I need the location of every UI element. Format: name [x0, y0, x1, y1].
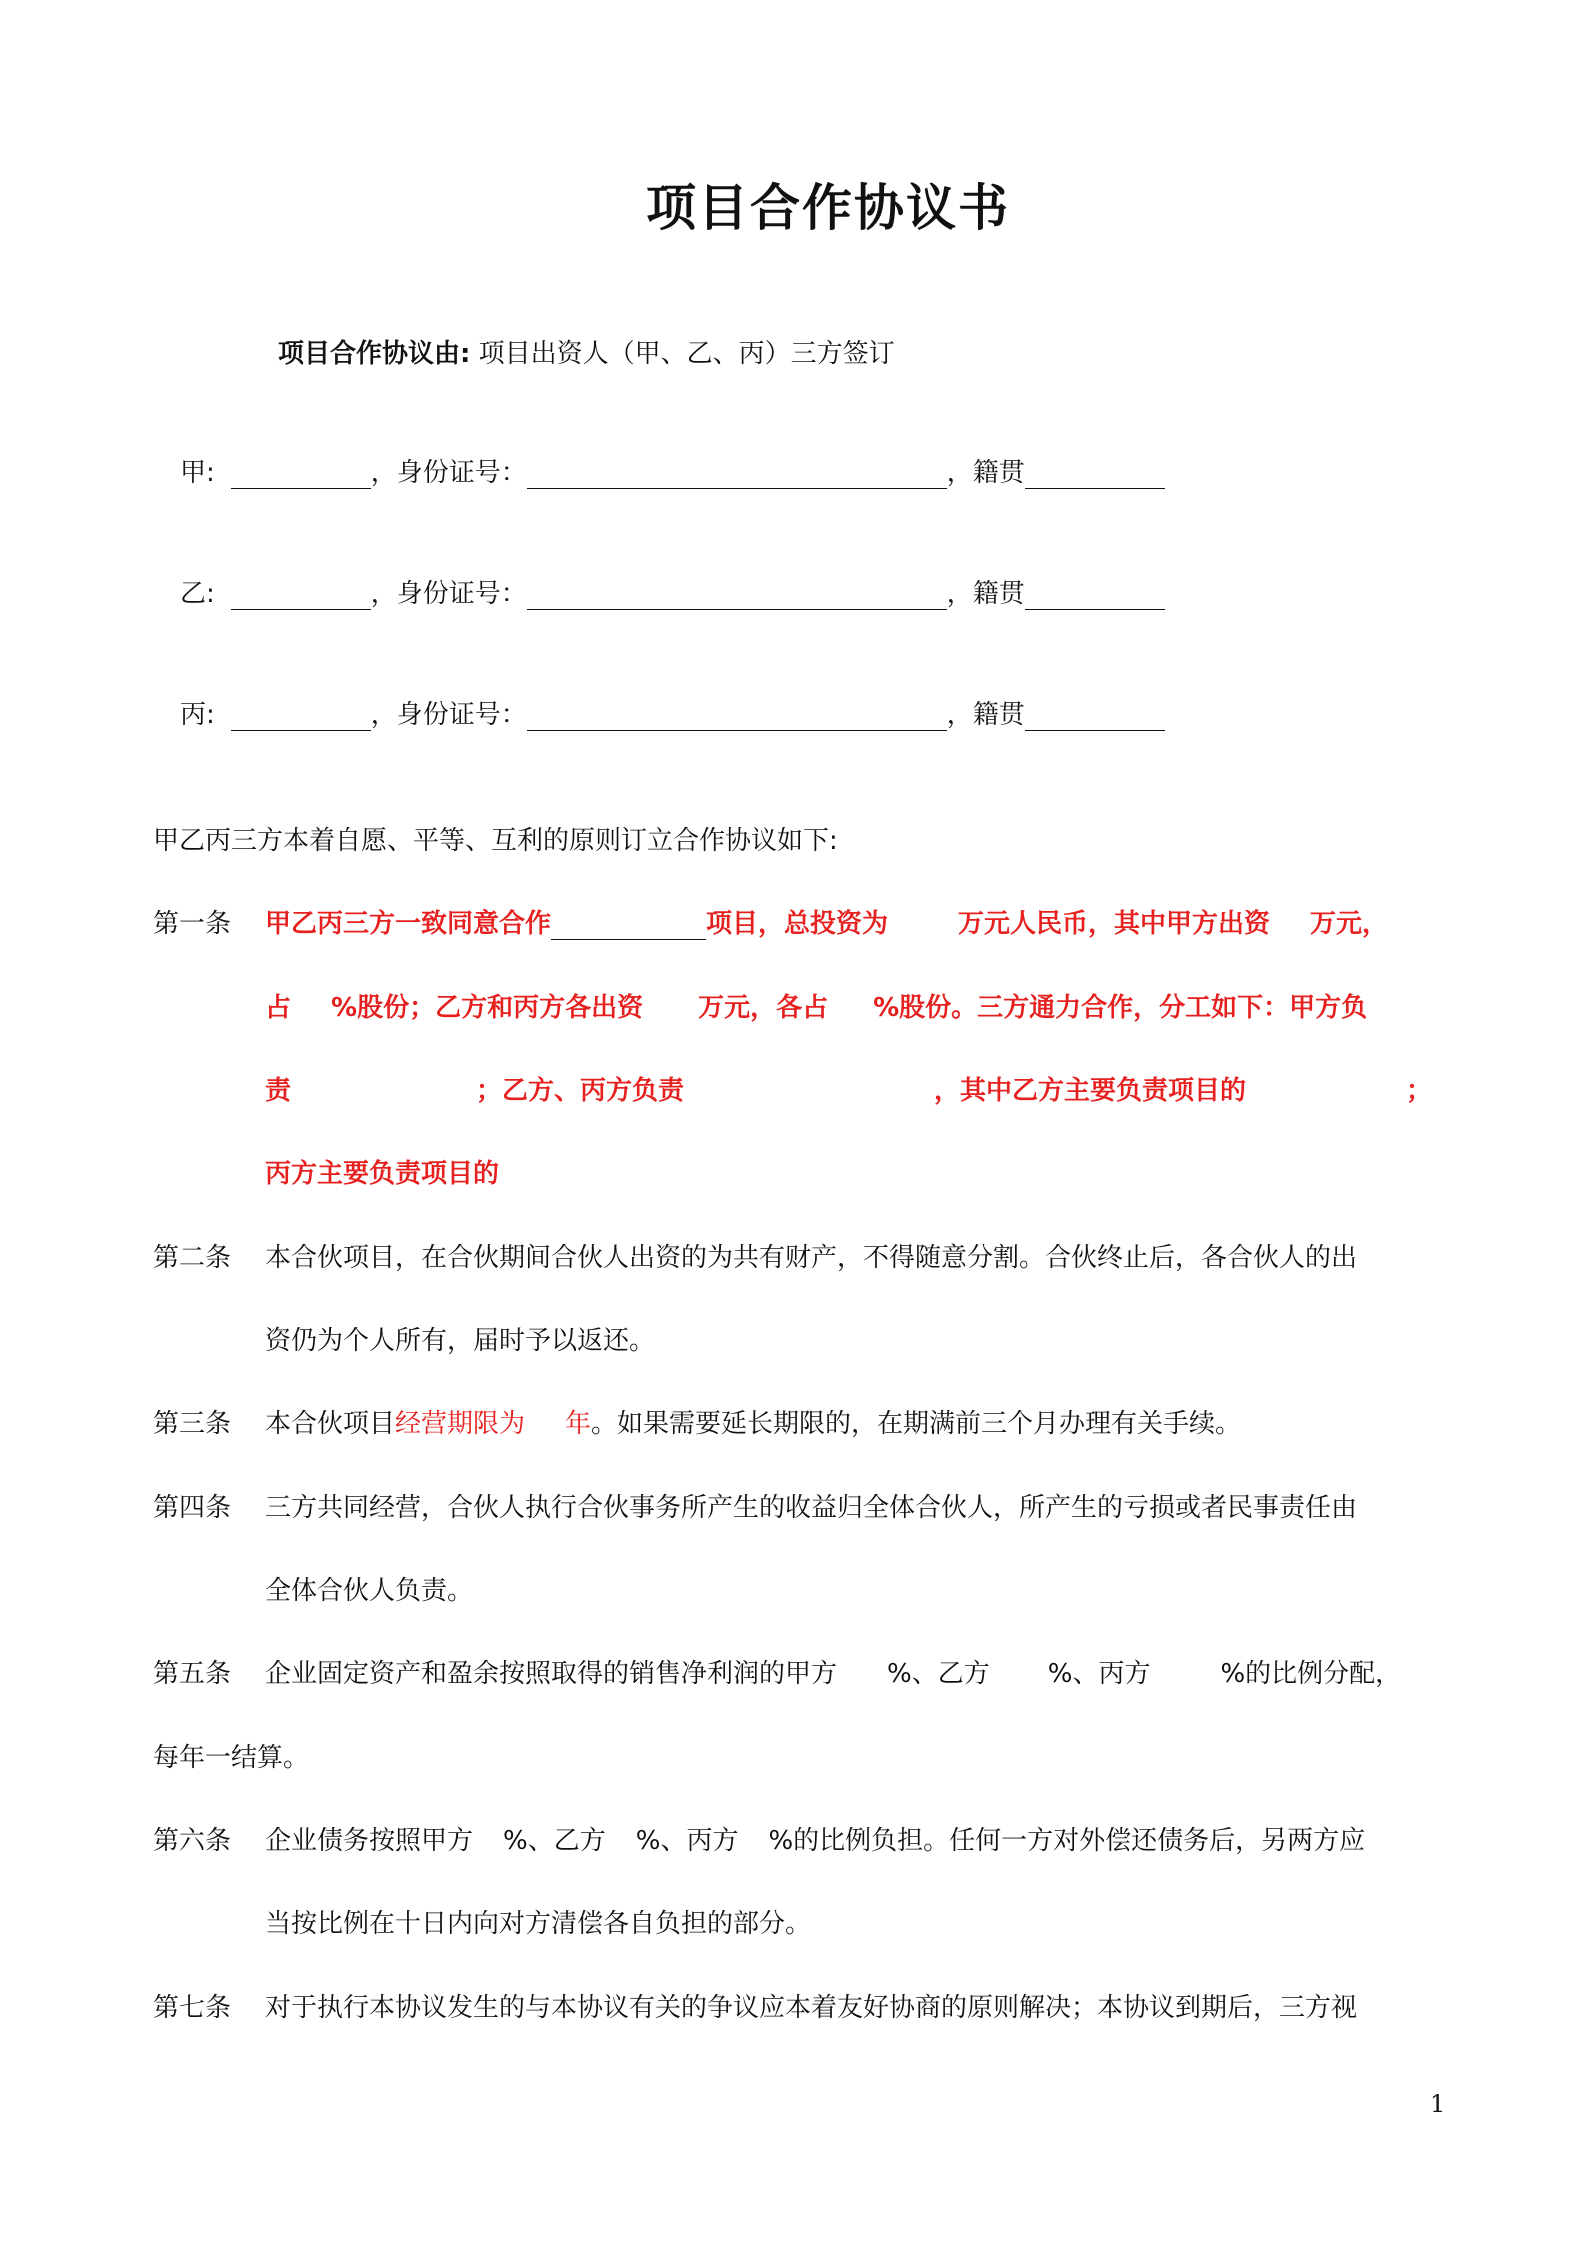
party-row-bing [180, 694, 1165, 731]
intro-line [278, 333, 895, 370]
article-3-line-1: 本合伙项目经营期限为 年。如果需要延长期限的，在期满前三个月办理有关手续。 [265, 1409, 1242, 1439]
id-blank[interactable] [527, 579, 947, 610]
id-label: ，身份证号： [370, 700, 527, 730]
article-6-line-2: 当按比例在十日内向对方清偿各自负担的部分。 [265, 1909, 812, 1939]
party-row-yi [180, 573, 1165, 610]
article-7-label: 第七条 [153, 1993, 232, 2023]
origin-label: ，籍贯 [946, 579, 1025, 609]
article-6-line-1: 企业债务按照甲方 %、乙方 %、丙方 %的比例负担。任何一方对外偿还债务后，另两方应 [265, 1826, 1366, 1856]
article-2-line-1: 本合伙项目，在合伙期间合伙人出资的为共有财产，不得随意分割。合伙终止后，各合伙人的出 [265, 1243, 1358, 1273]
article-1-line-4: 丙方主要负责项目的 [265, 1159, 500, 1189]
article-2-label: 第二条 [153, 1243, 232, 1273]
article-3-label: 第三条 [153, 1409, 232, 1439]
article-4-line-2: 全体合伙人负责。 [265, 1576, 474, 1606]
article-1-label: 第一条 [153, 909, 232, 939]
article-1-line-2: 占 %股份；乙方和丙方各出资 万元，各占 %股份。三方通力合作，分工如下：甲方负 [265, 993, 1368, 1023]
id-label: ，身份证号： [370, 579, 527, 609]
origin-label: ，籍贯 [946, 700, 1025, 730]
id-label: ，身份证号： [370, 458, 527, 488]
preamble: 甲乙丙三方本着自愿、平等、互利的原则订立合作协议如下: [153, 826, 838, 856]
origin-blank[interactable] [1025, 458, 1165, 489]
article-2-line-2: 资仍为个人所有，届时予以返还。 [265, 1326, 656, 1356]
article-5-line-1: 企业固定资产和盈余按照取得的销售净利润的甲方 %、乙方 %、丙方 %的比例分配， [265, 1659, 1402, 1689]
page-number: 1 [1430, 2090, 1446, 2118]
article-1-line-1: 甲乙丙三方一致同意合作 项目，总投资为 万元人民币，其中甲方出资 万元， [265, 909, 1389, 939]
origin-blank[interactable] [1025, 700, 1165, 731]
intro-label: 项目合作协议由: [278, 339, 471, 369]
article-7-line-1: 对于执行本协议发生的与本协议有关的争议应本着友好协商的原则解决；本协议到期后，三方视 [265, 1993, 1358, 2023]
intro-text: 项目出资人（甲、乙、丙）三方签订 [478, 339, 895, 369]
article-5-label: 第五条 [153, 1659, 232, 1689]
article-1-line-3: 责 ；乙方、丙方负责 ，其中乙方主要负责项目的 ； [265, 1076, 1433, 1106]
article-6-label: 第六条 [153, 1826, 232, 1856]
id-blank[interactable] [527, 700, 947, 731]
project-name-blank[interactable] [551, 911, 706, 940]
id-blank[interactable] [527, 458, 947, 489]
article-4-label: 第四条 [153, 1493, 232, 1523]
article-5-line-2: 每年一结算。 [153, 1743, 310, 1773]
document-title: 项目合作协议书 [646, 179, 1010, 237]
origin-blank[interactable] [1025, 579, 1165, 610]
party-name: 甲: [180, 458, 215, 488]
name-blank[interactable] [231, 579, 371, 610]
article-4-line-1: 三方共同经营，合伙人执行合伙事务所产生的收益归全体合伙人，所产生的亏损或者民事责任由 [265, 1493, 1358, 1523]
party-name: 丙: [180, 700, 215, 730]
party-name: 乙: [180, 579, 215, 609]
origin-label: ，籍贯 [946, 458, 1025, 488]
party-row-jia [180, 452, 1165, 489]
name-blank[interactable] [231, 700, 371, 731]
name-blank[interactable] [231, 458, 371, 489]
